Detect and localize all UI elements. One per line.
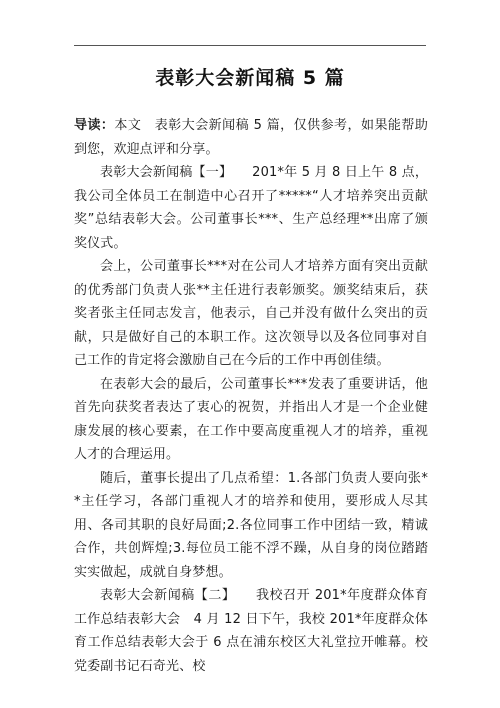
body-paragraph-5: 表彰大会新闻稿【二】 我校召开 201*年度群众体育工作总结表彰大会 4 月 12 日下午，我校 201*年度群众体育工作总结表彰大会于 6 点在浦东校区大礼堂拉开帷幕。校党委副书记石奇光、校 [74,588,428,674]
lead-paragraph [74,114,428,161]
header-rule [74,45,426,46]
body-paragraph-2: 会上，公司董事长***对在公司人才培养方面有突出贡献的优秀部门负责人张**主任进行表彰颁奖。颁奖结束后，获奖者张主任同志发言，他表示，自己并没有做什么突出的贡献，只是做好自己的本职工作。这次领导以及各位同事对自己工作的肯定将会激励自己在今后的工作中再创佳绩。 [74,259,428,368]
lead-label: 导读： [74,118,115,133]
document-body [74,114,428,678]
body-paragraph-3: 在表彰大会的最后，公司董事长***发表了重要讲话，他首先向获奖者表达了衷心的祝贺，并指出人才是一个企业健康发展的核心要素，在工作中要高度重视人才的培养，重视人才的合理运用。 [74,376,428,462]
document-title: 表彰大会新闻稿 5 篇 [155,67,345,89]
body-paragraph-4: 随后，董事长提出了几点希望：1.各部门负责人要向张**主任学习，各部门重视人才的培养和使用，要形成人尽其用、各司其职的良好局面;2.各位同事工作中团结一致，精诚合作，共创辉煌;3.每位员工能不浮不躁，从自身的岗位踏踏实实做起，成就自身梦想。 [74,470,428,580]
body-paragraph-1: 表彰大会新闻稿【一】 201*年 5 月 8 日上午 8 点，我公司全体员工在制造中心召开了*****“人才培养突出贡献奖”总结表彰大会。公司董事长***、生产总经理**出席了颁奖仪式。 [74,165,428,251]
lead-text: 本文 表彰大会新闻稿 5 篇，仅供参考，如果能帮助到您，欢迎点评和分享。 [74,118,428,157]
